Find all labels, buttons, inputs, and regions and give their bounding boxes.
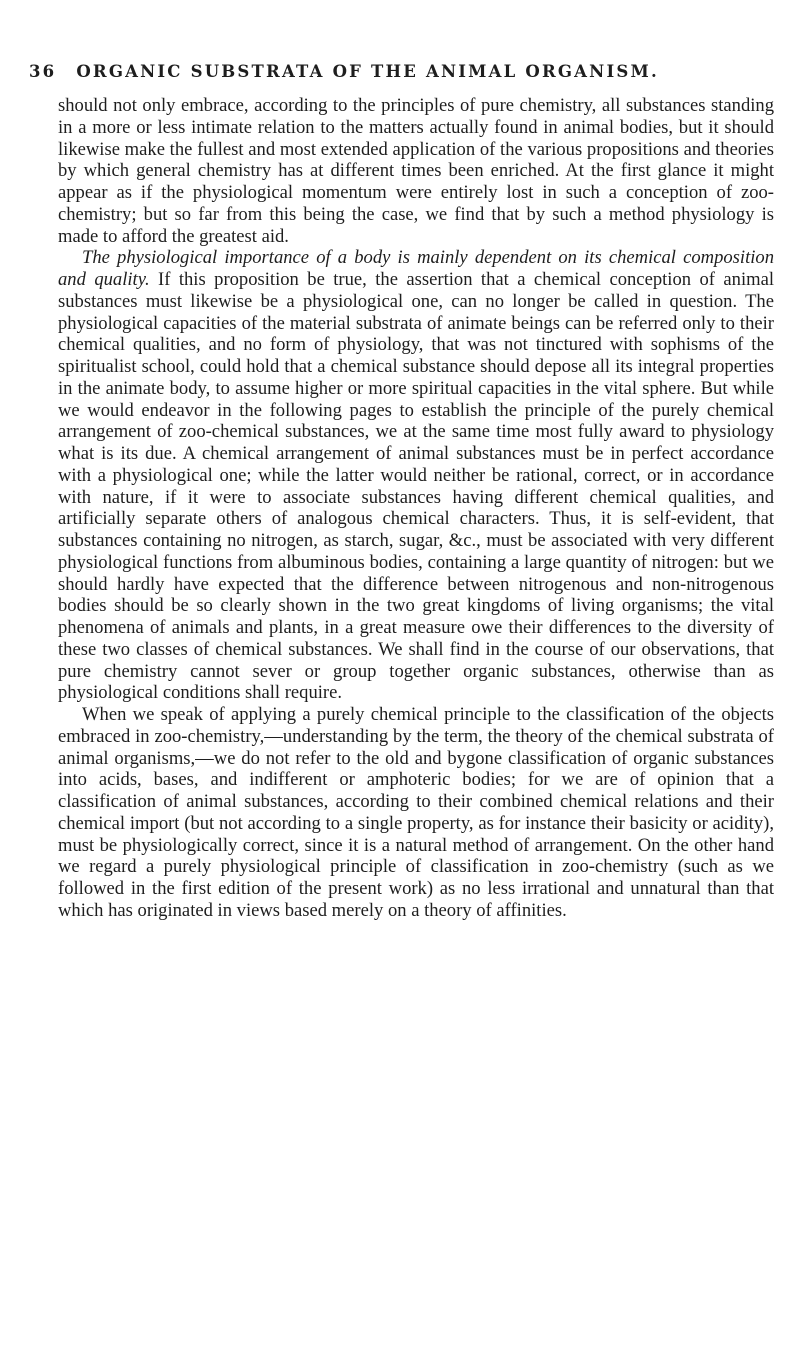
paragraph bbox=[58, 704, 774, 922]
text-segment: When we speak of applying a purely chemical principle to the classification of the objects embraced in zoo-chemistry,—understanding by the term, the theory of the chemical substrata of animal organisms,—we do not refer to the old and bygone classification of organic substances into acids, bases, and indifferent or amphoteric bodies; for we are of opinion that a classification of animal substances, according to their combined chemical relations and their chemical import (but not according to a single property, as for instance their basicity or acidity), must be physiologically correct, since it is a natural method of arrangement. On the other hand we regard a purely physiological principle of classification in zoo-chemistry (such as we followed in the first edition of the present work) as no less irrational and unnatural than that which has originated in views based merely on a theory of affinities. bbox=[58, 704, 774, 921]
book-page bbox=[29, 62, 774, 922]
italic-proposition: The physiological importance of a body is mainly dependent on its chemical composition and quality. bbox=[58, 247, 774, 290]
text-segment: If this proposition be true, the assertion that a chemical conception of animal substances must likewise be a physiological one, can no longer be called in question. The physiological capacities of the material substrata of animate beings can be referred only to their chemical qualities, and no form of physiology, that was not tinctured with sophisms of the spiritualist school, could hold that a chemical substance should depose all its integral properties in the animate body, to assume higher or more spiritual capacities in the vital sphere. But while we would endeavor in the following pages to establish the principle of the purely chemical arrangement of zoo-chemical substances, we at the same time most fully award to physiology what is its due. A chemical arrangement of animal substances must be in perfect accordance with a physiological one; while the latter would neither be rational, correct, or in accordance with nature, if it were to associate substances having different chemical qualities, and artificially separate others of analogous chemical characters. Thus, it is self-evident, that substances containing no nitrogen, as starch, sugar, &c., must be associated with very different physiological functions from albuminous bodies, containing a large quantity of nitrogen: but we should hardly have expected that the difference between nitrogenous and non-nitrogenous bodies should be so clearly shown in the two great kingdoms of living organisms; the vital phenomena of animals and plants, in a great measure owe their differences to the diversity of these two classes of chemical substances. We shall find in the course of our observations, that pure chemistry cannot sever or group together organic substances, otherwise than as physiological conditions shall require. bbox=[58, 269, 774, 704]
running-head bbox=[29, 62, 774, 81]
body-text bbox=[58, 95, 774, 922]
running-title: ORGANIC SUBSTRATA OF THE ANIMAL ORGANISM. bbox=[76, 62, 659, 81]
text-segment: should not only embrace, according to the principles of pure chemistry, all substances standing in a more or less intimate relation to the matters actually found in animal bodies, but it should likewise make the fullest and most extended application of the various propositions and theories by which general chemistry has at different times been enriched. At the first glance it might appear as if the physiological momentum were entirely lost in such a conception of zoo-chemistry; but so far from this being the case, we find that by such a method physiology is made to afford the greatest aid. bbox=[58, 95, 774, 247]
paragraph bbox=[58, 247, 774, 704]
page-number: 36 bbox=[29, 62, 57, 81]
paragraph-continued bbox=[58, 95, 774, 247]
